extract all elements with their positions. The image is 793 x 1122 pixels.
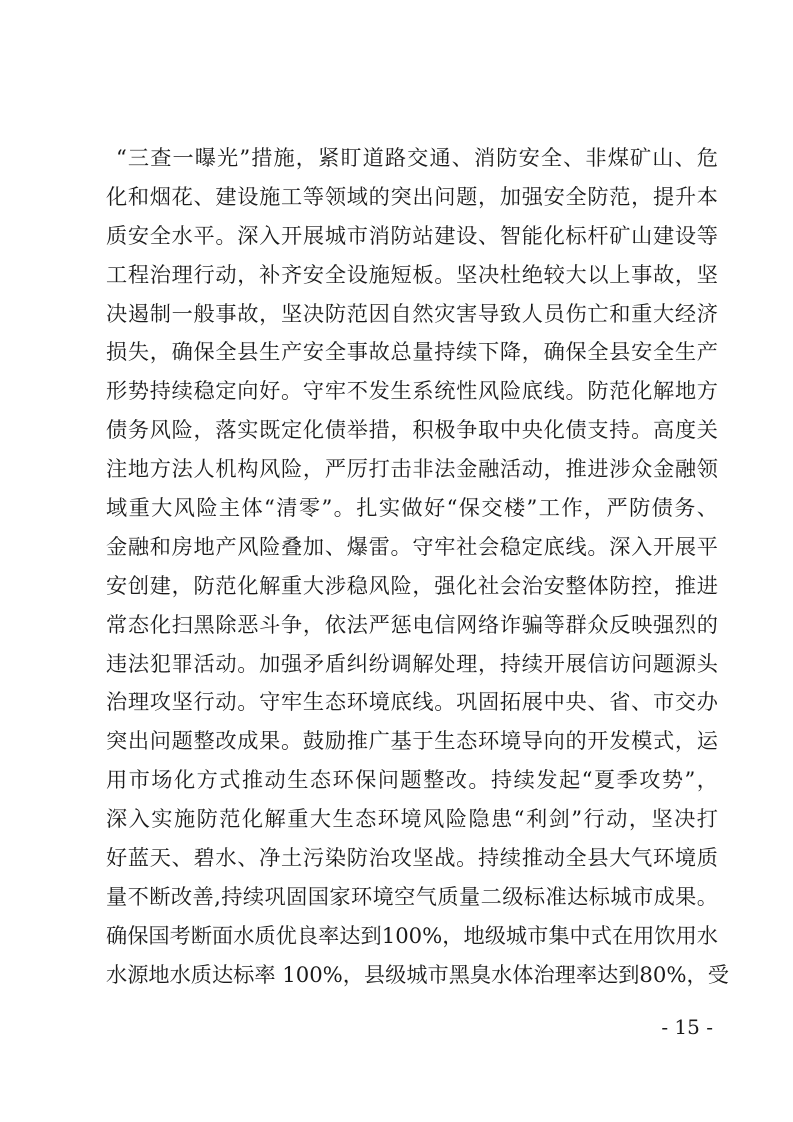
text-line: 用市场化方式推动生态环保问题整改。持续发起“夏季攻势”， (106, 767, 718, 793)
text-line: 化和烟花、建设施工等领域的突出问题，加强安全防范，提升本 (106, 183, 718, 209)
text-line: 深入实施防范化解重大生态环境风险隐患“利剑”行动，坚决打 (106, 806, 718, 832)
text-line: 治理攻坚行动。守牢生态环境底线。巩固拓展中央、省、市交办 (106, 689, 718, 715)
page-number: - 15 - (661, 1015, 713, 1039)
text-line: 量不断改善,持续巩固国家环境空气质量二级标准达标城市成果。 (106, 883, 718, 909)
text-line: 常态化扫黑除恶斗争，依法严惩电信网络诈骗等群众反映强烈的 (106, 611, 718, 637)
text-line: 债务风险，落实既定化债举措，积极争取中央化债支持。高度关 (106, 417, 718, 443)
text-line: 确保国考断面水质优良率达到100%，地级城市集中式在用饮用水 (106, 922, 718, 948)
text-line: 域重大风险主体“清零”。扎实做好“保交楼”工作，严防债务、 (106, 495, 718, 521)
text-line: 水源地水质达标率 100%，县级城市黑臭水体治理率达到80%，受 (106, 961, 729, 987)
text-line: 损失，确保全县生产安全事故总量持续下降，确保全县安全生产 (106, 339, 718, 365)
text-line: 工程治理行动，补齐安全设施短板。坚决杜绝较大以上事故，坚 (106, 261, 718, 287)
text-line: 注地方法人机构风险，严厉打击非法金融活动，推进涉众金融领 (106, 456, 718, 482)
text-line: 好蓝天、碧水、净土污染防治攻坚战。持续推动全县大气环境质 (106, 845, 718, 871)
text-line: 金融和房地产风险叠加、爆雷。守牢社会稳定底线。深入开展平 (106, 533, 718, 559)
text-line: 质安全水平。深入开展城市消防站建设、智能化标杆矿山建设等 (106, 222, 718, 248)
text-line: 违法犯罪活动。加强矛盾纠纷调解处理，持续开展信访问题源头 (106, 650, 718, 676)
text-line: 安创建，防范化解重大涉稳风险，强化社会治安整体防控，推进 (106, 572, 718, 598)
text-line: 突出问题整改成果。鼓励推广基于生态环境导向的开发模式，运 (106, 728, 718, 754)
text-line: 决遏制一般事故，坚决防范因自然灾害导致人员伤亡和重大经济 (106, 300, 718, 326)
text-line: “三查一曝光”措施，紧盯道路交通、消防安全、非煤矿山、危 (116, 145, 718, 170)
text-line: 形势持续稳定向好。守牢不发生系统性风险底线。防范化解地方 (106, 378, 718, 404)
body-text (106, 139, 729, 995)
